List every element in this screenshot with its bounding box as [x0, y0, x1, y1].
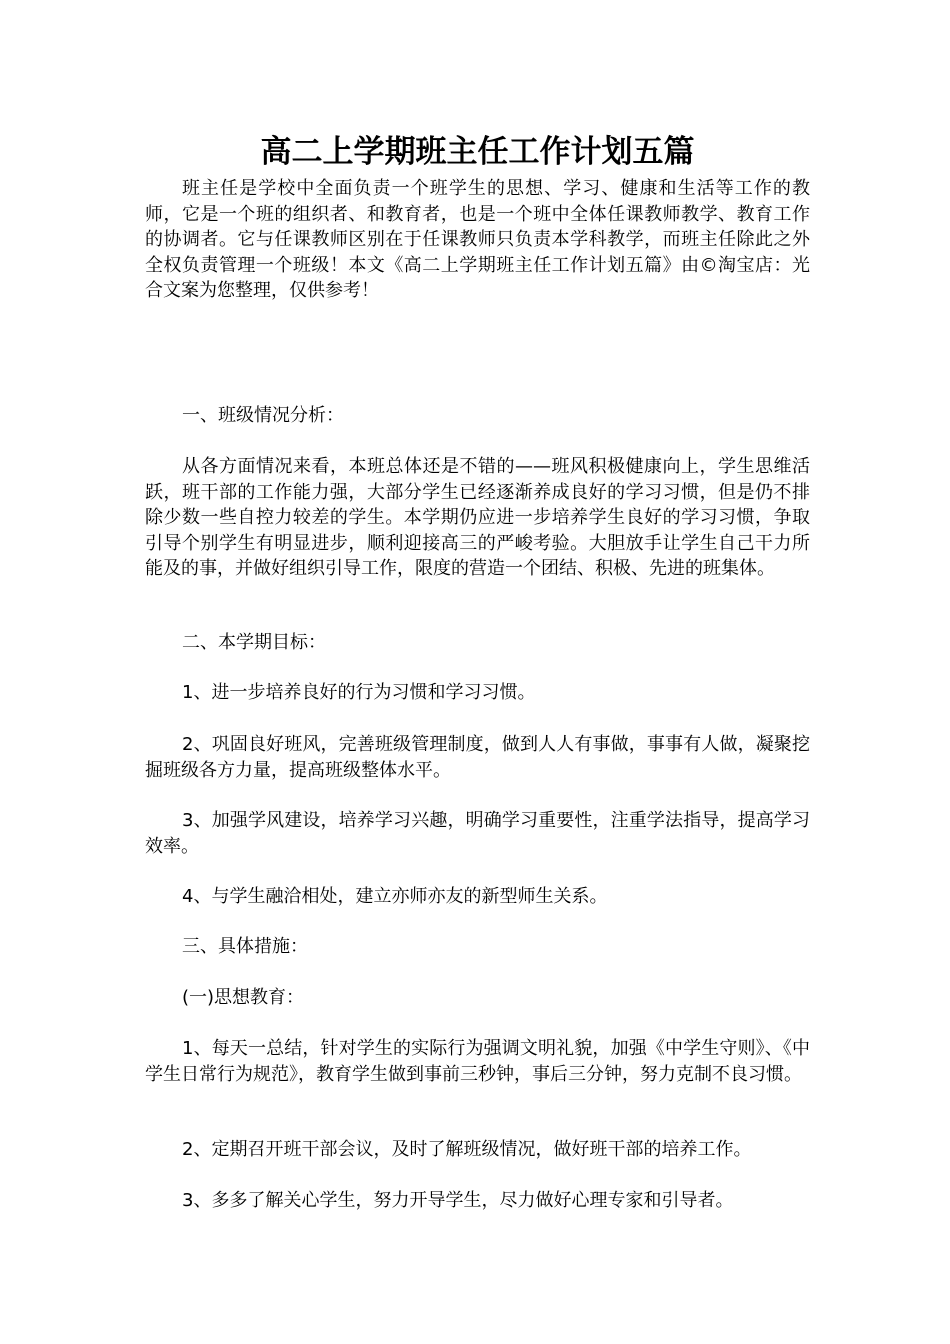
section3-heading: 三、具体措施：	[182, 936, 308, 957]
goal-item: 3、加强学风建设，培养学习兴趣，明确学习重要性，注重学法指导，提高学习效率。	[145, 810, 810, 857]
section2-heading: 二、本学期目标：	[182, 632, 326, 653]
section1-heading: 一、班级情况分析：	[182, 405, 344, 426]
goal-item: 2、巩固良好班风，完善班级管理制度，做到人人有事做，事事有人做，凝聚挖掘班级各方力量，提高班级整体水平。	[145, 734, 810, 781]
measure-item: 3、多多了解关心学生，努力开导学生，尽力做好心理专家和引导者。	[182, 1190, 734, 1211]
document-title: 高二上学期班主任工作计划五篇	[260, 134, 695, 170]
measure-item: 2、定期召开班干部会议，及时了解班级情况，做好班干部的培养工作。	[182, 1139, 752, 1160]
measure-item: 1、每天一总结，针对学生的实际行为强调文明礼貌，加强《中学生守则》、《中学生日常行为规范》，教育学生做到事前三秒钟，事后三分钟，努力克制不良习惯。	[145, 1038, 810, 1085]
goal-item: 4、与学生融洽相处，建立亦师亦友的新型师生关系。	[182, 886, 608, 907]
subsection1-heading: (一)思想教育：	[182, 987, 305, 1008]
goal-item: 1、进一步培养良好的行为习惯和学习习惯。	[182, 682, 536, 703]
intro-paragraph: 班主任是学校中全面负责一个班学生的思想、学习、健康和生活等工作的教师，它是一个班的组织者、和教育者，也是一个班中全体任课教师教学、教育工作的协调者。它与任课教师区别在于任课教师只负责本学科教学，而班主任除此之外全权负责管理一个班级！本文《高二上学期班主任工作计划五篇》由©淘宝店：光合文案为您整理，仅供参考！	[145, 178, 810, 301]
section1-paragraph: 从各方面情况来看，本班总体还是不错的——班风积极健康向上，学生思维活跃，班干部的工作能力强，大部分学生已经逐渐养成良好的学习习惯，但是仍不排除少数一些自控力较差的学生。本学期仍应进一步培养学生良好的学习习惯，争取引导个别学生有明显进步，顺利迎接高三的严峻考验。大胆放手让学生自己干力所能及的事，并做好组织引导工作，限度的营造一个团结、积极、先进的班集体。	[145, 456, 810, 579]
